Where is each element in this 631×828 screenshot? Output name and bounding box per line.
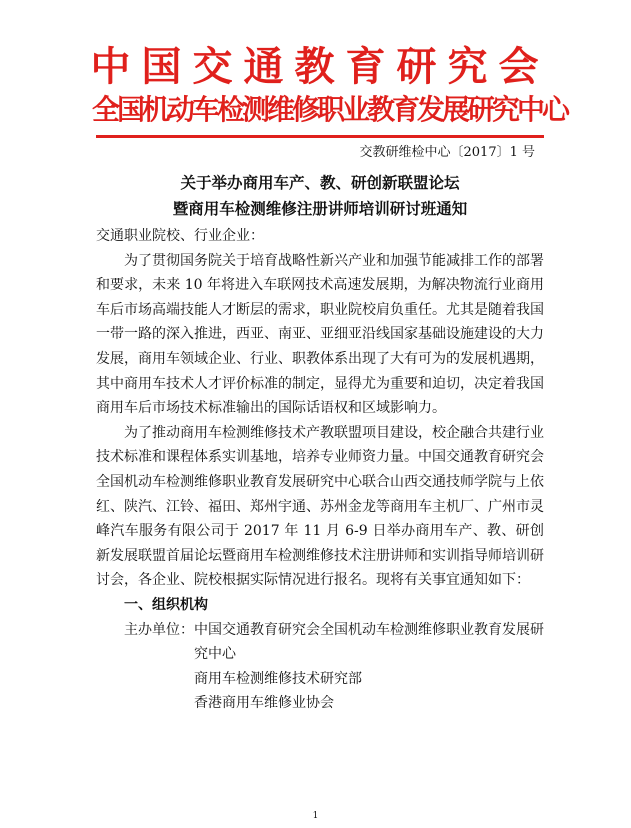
organizer-item: 中国交通教育研究会全国机动车检测维修职业教育发展研究中心: [194, 621, 544, 663]
addressee: 交通职业院校、行业企业：: [96, 228, 264, 244]
page-number: 1: [312, 811, 319, 821]
organizer-item: 香港商用车维修业协会: [194, 695, 334, 712]
organizer-item: 商用车检测维修技术研究部: [194, 670, 362, 687]
title-line1: 关于举办商用车产、教、研创新联盟论坛: [180, 174, 460, 192]
title-line2: 暨商用车检测维修注册讲师培训研讨班通知: [172, 200, 468, 218]
org-name-line1: 中国交通教育研究会: [90, 44, 550, 90]
document-number: 交教研维检中心〔2017〕1 号: [359, 145, 535, 160]
document-body: [96, 224, 544, 716]
paragraph-1: 为了贯彻国务院关于培育战略性新兴产业和加强节能减排工作的部署和要求，未来 10 年将进入车联网技术高速发展期，为解决物流行业商用车后市场高端技能人才断层的需求，职业院校肩负重任。尤其是随着我国一带一路的深入推进，西亚、南亚、亚细亚沿线国家基础设施建设的大力发展，商用车领域企业、行业、职教体系出现了大有可为的发展机遇期，其中商用车技术人才评价标准的制定，显得尤为重要和迫切，决定着我国商用车后市场技术标准输出的国际话语权和区域影响力。: [96, 252, 544, 417]
section-heading-organization: 一、组织机构: [124, 596, 208, 613]
header-divider: [96, 135, 544, 138]
organizer-list: [194, 618, 544, 716]
org-name-line2: 全国机动车检测维修职业教育发展研究中心: [92, 93, 568, 126]
organizer-block: [96, 618, 544, 716]
organizer-label: 主办单位：: [124, 621, 194, 638]
paragraph-2: 为了推动商用车检测维修技术产教联盟项目建设，校企融合共建行业技术标准和课程体系实训基地，培养专业师资力量。中国交通教育研究会全国机动车检测维修职业教育发展研究中心联合山西交通技师学院与上依红、陕汽、江铃、福田、郑州宇通、苏州金龙等商用车主机厂、广州市灵峰汽车服务有限公司于 2017 年 11 月 6-9 日举办商用车产、教、研创新发展联盟首届论坛暨商用车检测维修技术注册讲师和实训指导师培训研讨会，各企业、院校根据实际情况进行报名。现将有关事宜通知如下：: [96, 424, 544, 589]
document-title: [96, 170, 544, 222]
